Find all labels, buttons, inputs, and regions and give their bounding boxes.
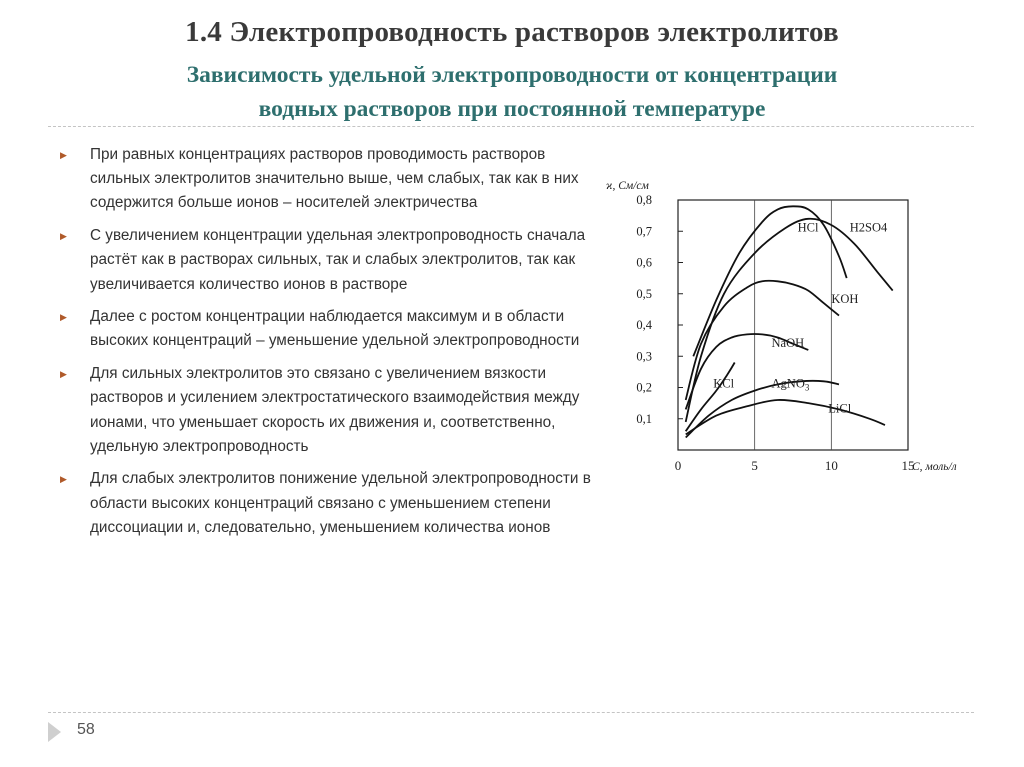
triangle-right-icon: ▶	[60, 312, 67, 323]
bullet-text: С увеличением концентрации удельная электропроводность сначала растёт как в растворах сильных, так и слабых электролитов, так как увеличивается количество ионов в растворе	[90, 227, 586, 293]
subtitle-line: Зависимость удельной электропроводности от концентрации	[186, 62, 838, 88]
page-arrow-icon	[48, 722, 61, 742]
series-line	[686, 381, 839, 438]
series-label: KOH	[831, 292, 859, 307]
x-tick-label: 10	[824, 458, 838, 472]
bullet-text: Для сильных электролитов это связано с увеличением вязкости растворов и усилением электростатического взаимодействия между ионами, что уменьшает скорость их движения и, соответственно, удельную электропроводность	[90, 365, 580, 455]
bullet-text: При равных концентрациях растворов проводимость растворов сильных электролитов значительно выше, чем слабых, так как в них содержится больше ионов – носителей электричества	[90, 146, 579, 212]
bullet-item	[58, 143, 606, 216]
y-tick-label: 0,1	[636, 411, 652, 426]
series-label: H2SO4	[849, 220, 888, 235]
page-number: 58	[77, 721, 95, 738]
series-line	[686, 400, 885, 434]
y-tick-label: 0,6	[636, 255, 652, 270]
triangle-right-icon: ▶	[60, 150, 67, 160]
series-label: NaOH	[771, 335, 805, 350]
bullet-item	[58, 305, 606, 353]
bottom-divider	[48, 712, 974, 713]
conductivity-chart	[600, 172, 980, 472]
x-tick-label: 0	[674, 458, 682, 472]
triangle-right-icon: ▶	[60, 369, 67, 380]
y-tick-label: 0,2	[636, 380, 652, 395]
top-divider	[48, 126, 974, 127]
bullet-item	[58, 362, 606, 459]
y-tick-label: 0,4	[636, 318, 652, 332]
triangle-right-icon: ▶	[60, 474, 67, 485]
x-axis-label: С, моль/л	[912, 461, 957, 472]
y-axis-label: ϰ, См/см	[606, 180, 649, 192]
triangle-right-icon: ▶	[60, 231, 67, 242]
series-label: KCl	[713, 376, 735, 391]
slide-title: 1.4 Электропроводность растворов электролитов	[185, 16, 839, 48]
x-tick-label: 5	[751, 458, 758, 472]
series-label: HCl	[797, 220, 819, 235]
y-tick-label: 0,8	[636, 193, 652, 207]
bullet-list	[58, 143, 606, 549]
y-tick-label: 0,3	[636, 349, 652, 364]
bullet-text: Для слабых электролитов понижение удельной электропроводности в области высоких концентраций связано с уменьшением степени диссоциации и, следовательно, уменьшением количества ионов	[90, 470, 591, 536]
bullet-item	[58, 467, 606, 540]
y-tick-label: 0,7	[636, 224, 652, 239]
series-label: LiCl	[828, 401, 852, 416]
y-tick-label: 0,5	[636, 286, 652, 301]
slide-subtitle	[40, 58, 984, 126]
series-label: AgNO$_3$	[771, 376, 810, 393]
series-line	[686, 281, 839, 400]
subtitle-line: водных растворов при постоянной температуре	[258, 96, 766, 122]
x-tick-label: 15	[901, 458, 915, 472]
bullet-item	[58, 224, 606, 297]
bullet-text: Далее с ростом концентрации наблюдается максимум и в области высоких концентраций – уменьшение удельной электропроводности	[90, 308, 580, 350]
